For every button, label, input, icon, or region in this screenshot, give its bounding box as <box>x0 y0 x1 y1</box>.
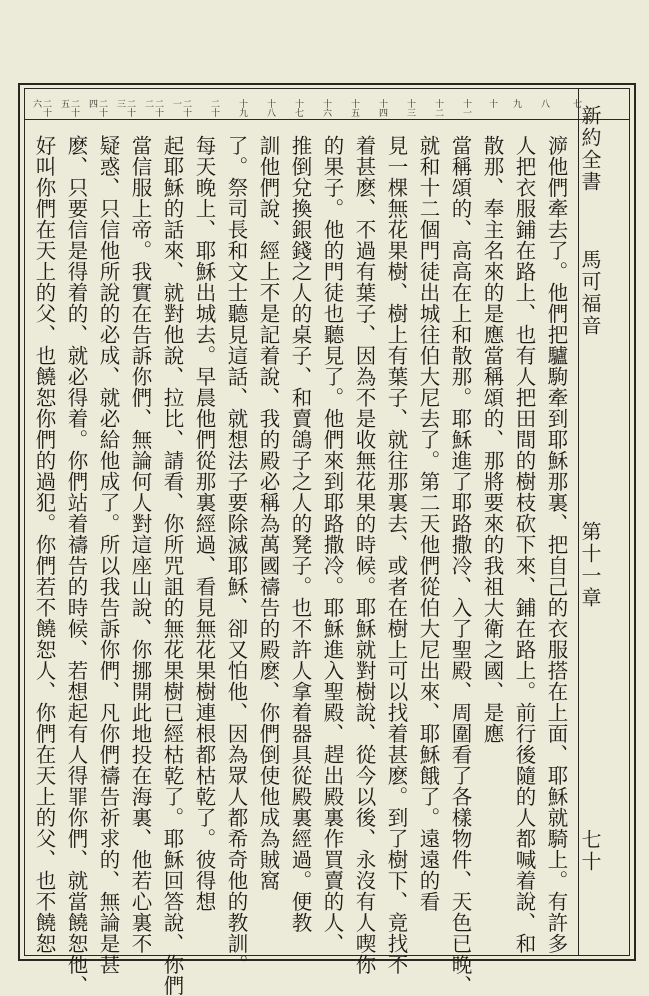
text-column: 當信服上帝。我實在告訴你們、無論何人對這座山說、你挪開此地投在海裏、他若心裏不 <box>128 135 152 954</box>
verse-number: 二十五 <box>59 99 79 117</box>
text-column: 推倒兌換銀錢之人的桌子、和賣鴿子之人的凳子。也不許人拿着器具從殿裏經過。便教 <box>288 135 312 933</box>
page-frame <box>18 83 636 996</box>
text-column: 當稱頌的、高高在上和散那。耶穌進了耶路撒冷、入了聖殿、周圍看了各樣物件、天色已晚、 <box>448 135 472 996</box>
chapter-title: 第十一章 <box>578 521 602 609</box>
text-column: 了。祭司長和文士聽見這話、就想法子要除滅耶穌、卻又怕他、因為眾人都希奇他的教訓。 <box>224 135 248 975</box>
text-column: 人把衣服鋪在路上、也有人把田間的樹枝砍下來、鋪在路上。前行後隨的人都喊着說、和 <box>512 135 536 954</box>
text-column: 散那、奉主名來的是應當稱頌的、那將要來的我祖大衛之國、是應 <box>480 135 504 744</box>
verse-number: 二十四 <box>87 99 107 117</box>
verse-number: 十一 <box>461 99 471 117</box>
verse-number: 七 <box>571 99 581 108</box>
verse-number: 十四 <box>377 99 387 117</box>
verse-number: 八 <box>539 99 549 108</box>
text-column: 好叫你們在天上的父、也饒恕你們的過犯。你們若不饒恕人、你們在天上的父、也不饒恕 <box>32 135 56 954</box>
verse-number: 二十三 <box>115 99 135 117</box>
verse-number: 十七 <box>293 99 303 117</box>
text-column: 就和十二個門徒出城往伯大尼去了。第二天他們從伯大尼出來、耶穌餓了。遠遠的看 <box>416 135 440 912</box>
verse-number: 二十六 <box>31 99 51 117</box>
text-column: 每天晚上、耶穌出城去。早晨他們從那裏經過、看見無花果樹連根都枯乾了。彼得想 <box>192 135 216 912</box>
text-column: 的果子。他的門徒也聽見了。他們來到耶路撒冷。耶穌進入聖殿、趕出殿裏作買賣的人、 <box>320 135 344 954</box>
verse-number: 十 <box>487 99 497 108</box>
verse-number: 二十二 <box>143 99 163 117</box>
verse-number: 二十一 <box>171 99 191 117</box>
verse-number: 九 <box>511 99 521 108</box>
running-header <box>578 89 629 955</box>
verse-number: 二十 <box>209 99 219 117</box>
text-column: 㴑他們牽去了。他們把驢駒牽到耶穌那裏、把自己的衣服搭在上面、耶穌就騎上。有許多 <box>544 135 568 954</box>
text-column: 見一棵無花果樹、樹上有葉子、就往那裏去、或者在樹上可以找着甚麽。到了樹下、竟找不 <box>384 135 408 975</box>
text-column: 着甚麽、不過有葉子、因為不是收無花果的時候。耶穌就對樹說、從今以後、永沒有人喫你 <box>352 135 376 975</box>
text-column: 疑惑、只信他所說的必成、就必給他成了。所以我告訴你們、凡你們禱告祈求的、無論是甚 <box>96 135 120 975</box>
verse-number-band <box>25 89 629 119</box>
verse-number: 十九 <box>237 99 247 117</box>
verse-number: 十六 <box>321 99 331 117</box>
text-column: 起耶穌的話來、就對他說、拉比、請看、你所咒詛的無花果樹已經枯乾了。耶穌回答說、你們 <box>160 135 184 996</box>
book-title: 新約全書 <box>578 105 602 193</box>
verse-number: 十五 <box>349 99 359 117</box>
text-column: 麽、只要信是得着的、就必得着。你們站着禱告的時候、若想起有人得罪你們、就當饒恕他、 <box>64 135 88 996</box>
header-rule <box>25 119 629 120</box>
verse-number: 十八 <box>265 99 275 117</box>
text-column: 訓他們說、經上不是記着說、我的殿必稱為萬國禱告的殿麽、你們倒使他成為賊窩 <box>256 135 280 891</box>
gospel-title: 馬可福音 <box>578 249 602 337</box>
page-number: 七十 <box>578 829 602 873</box>
verse-number: 十三 <box>405 99 415 117</box>
verse-number: 十二 <box>433 99 443 117</box>
